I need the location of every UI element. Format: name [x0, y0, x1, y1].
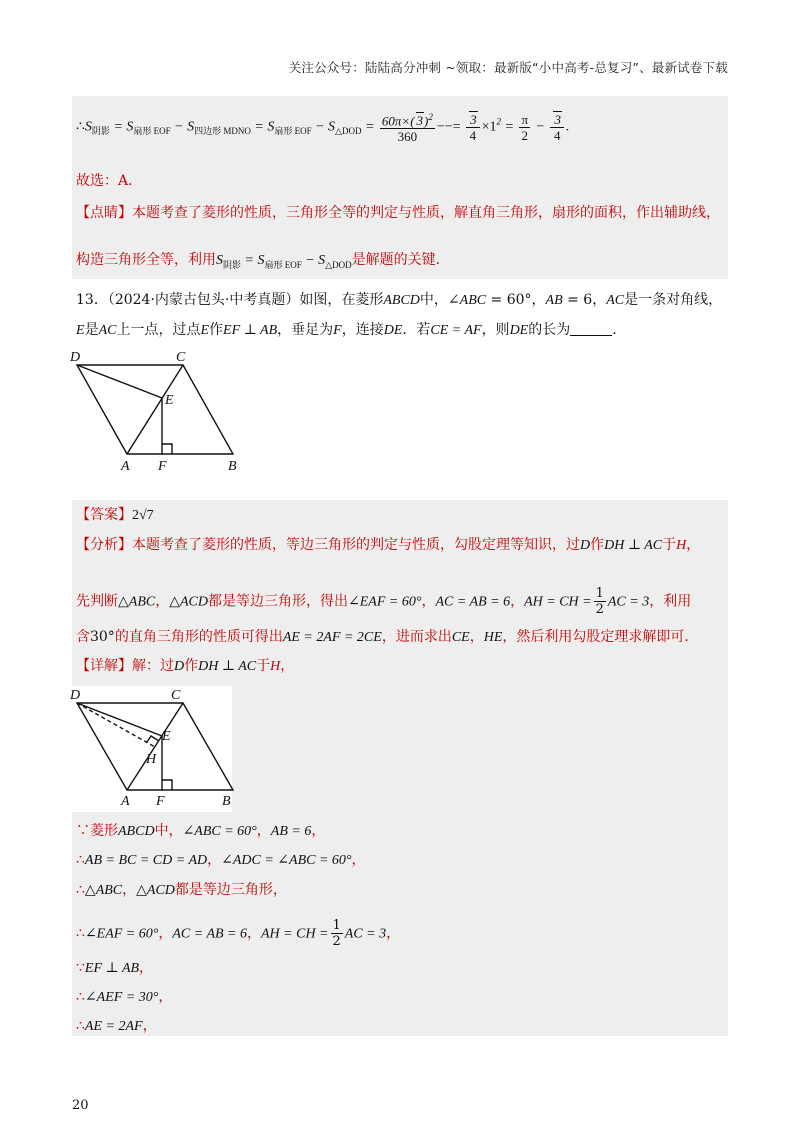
right-angle-mark-f [162, 780, 172, 790]
diagonal-ac-2 [127, 703, 183, 790]
label-c: C [176, 350, 186, 365]
segment-de-2 [77, 703, 162, 736]
label-a: A [121, 459, 130, 474]
step-1: ∵菱形ABCD中，∠ABC = 60°，AB = 6， [76, 823, 326, 839]
detail-intro: 【详解】解：过D作DH ⊥ AC于H， [76, 658, 295, 674]
label-f-2: F [156, 794, 165, 809]
rhombus-figure [66, 346, 256, 476]
page-number: 20 [72, 1098, 89, 1113]
segment-dh-dashed [77, 703, 155, 747]
step-2: ∴AB = BC = CD = AD，∠ADC = ∠ABC = 60°， [76, 852, 366, 868]
question-line-2: E是AC上一点，过点E作EF ⊥ AB，垂足为F，连接DE．若CE = AF，则DE的长为 ． [76, 322, 627, 338]
page-header: 关注公众号：陆陆高分冲刺 ~领取：最新版“小中高考-总复习”、最新试卷下载 [288, 60, 728, 75]
label-d: D [70, 350, 81, 365]
conclusion: 故选：A． [76, 173, 143, 189]
label-b: B [228, 459, 237, 474]
shaded-area-formula: $\therefore S_{阴影} = S_{扇形 EOF} - S_{四边形 MDNO} = S_{扇形 EOF} - S_{\triangle DOD}$ = $\frac{60\pi\times( 3)^2}{360}$ −−= $\frac{3}{4}$ $\times 1^2$ = $\frac{\pi}{2}$ − $\frac{3}{4}$ . [76, 111, 570, 145]
rhombus-figure-with-h [66, 684, 256, 812]
answer-line: 【答案】2√7 [76, 507, 154, 523]
analysis-line-1: 【分析】本题考查了菱形的性质，等边三角形的判定与性质，勾股定理等知识，过D作DH ⊥ AC于H， [76, 537, 701, 553]
label-a-2: A [121, 794, 130, 809]
label-b-2: B [222, 794, 231, 809]
answer-blank [570, 321, 612, 336]
analysis-line-2: 先判断△ABC，△ACD都是等边三角形，得出∠EAF = 60°，AC = AB = 6，AH = CH = $\frac{1}{2}$ AC = 3，利用 [76, 586, 692, 617]
step-7: ∴AE = 2AF， [76, 1018, 157, 1034]
step-5: ∵EF ⊥ AB， [76, 960, 154, 976]
right-angle-mark [162, 444, 172, 454]
step-6: ∴∠AEF = 30°， [76, 989, 173, 1005]
label-c-2: C [171, 688, 181, 703]
label-h-2: H [146, 752, 157, 767]
step-3: ∴△ABC，△ACD都是等边三角形， [76, 882, 287, 898]
analysis-line-3: 含30°的直角三角形的性质可得出AE = 2AF = 2CE，进而求出CE，HE，然后利用勾股定理求解即可． [76, 629, 699, 645]
comment-line-2: 构造三角形全等，利用$S_{阴影} = S_{扇形 EOF} - S_{\triangle DOD}$是解题的关键． [76, 252, 450, 270]
label-d-2: D [70, 688, 81, 703]
label-e: E [165, 393, 174, 408]
label-f: F [158, 459, 167, 474]
segment-de [77, 365, 162, 398]
right-angle-mark-h [147, 736, 159, 742]
diagonal-ac [127, 365, 183, 454]
label-e-2: E [162, 729, 171, 744]
question-line-1: 13．（2024·内蒙古包头·中考真题）如图，在菱形ABCD中，∠ABC = 60°，AB = 6，AC是一条对角线， [76, 292, 723, 308]
comment-line-1: 【点睛】本题考查了菱形的性质，三角形全等的判定与性质，解直角三角形，扇形的面积，作出辅助线， [76, 205, 720, 221]
step-4: ∴∠EAF = 60°，AC = AB = 6，AH = CH = $\frac{1}{2}$ AC = 3， [76, 918, 401, 949]
